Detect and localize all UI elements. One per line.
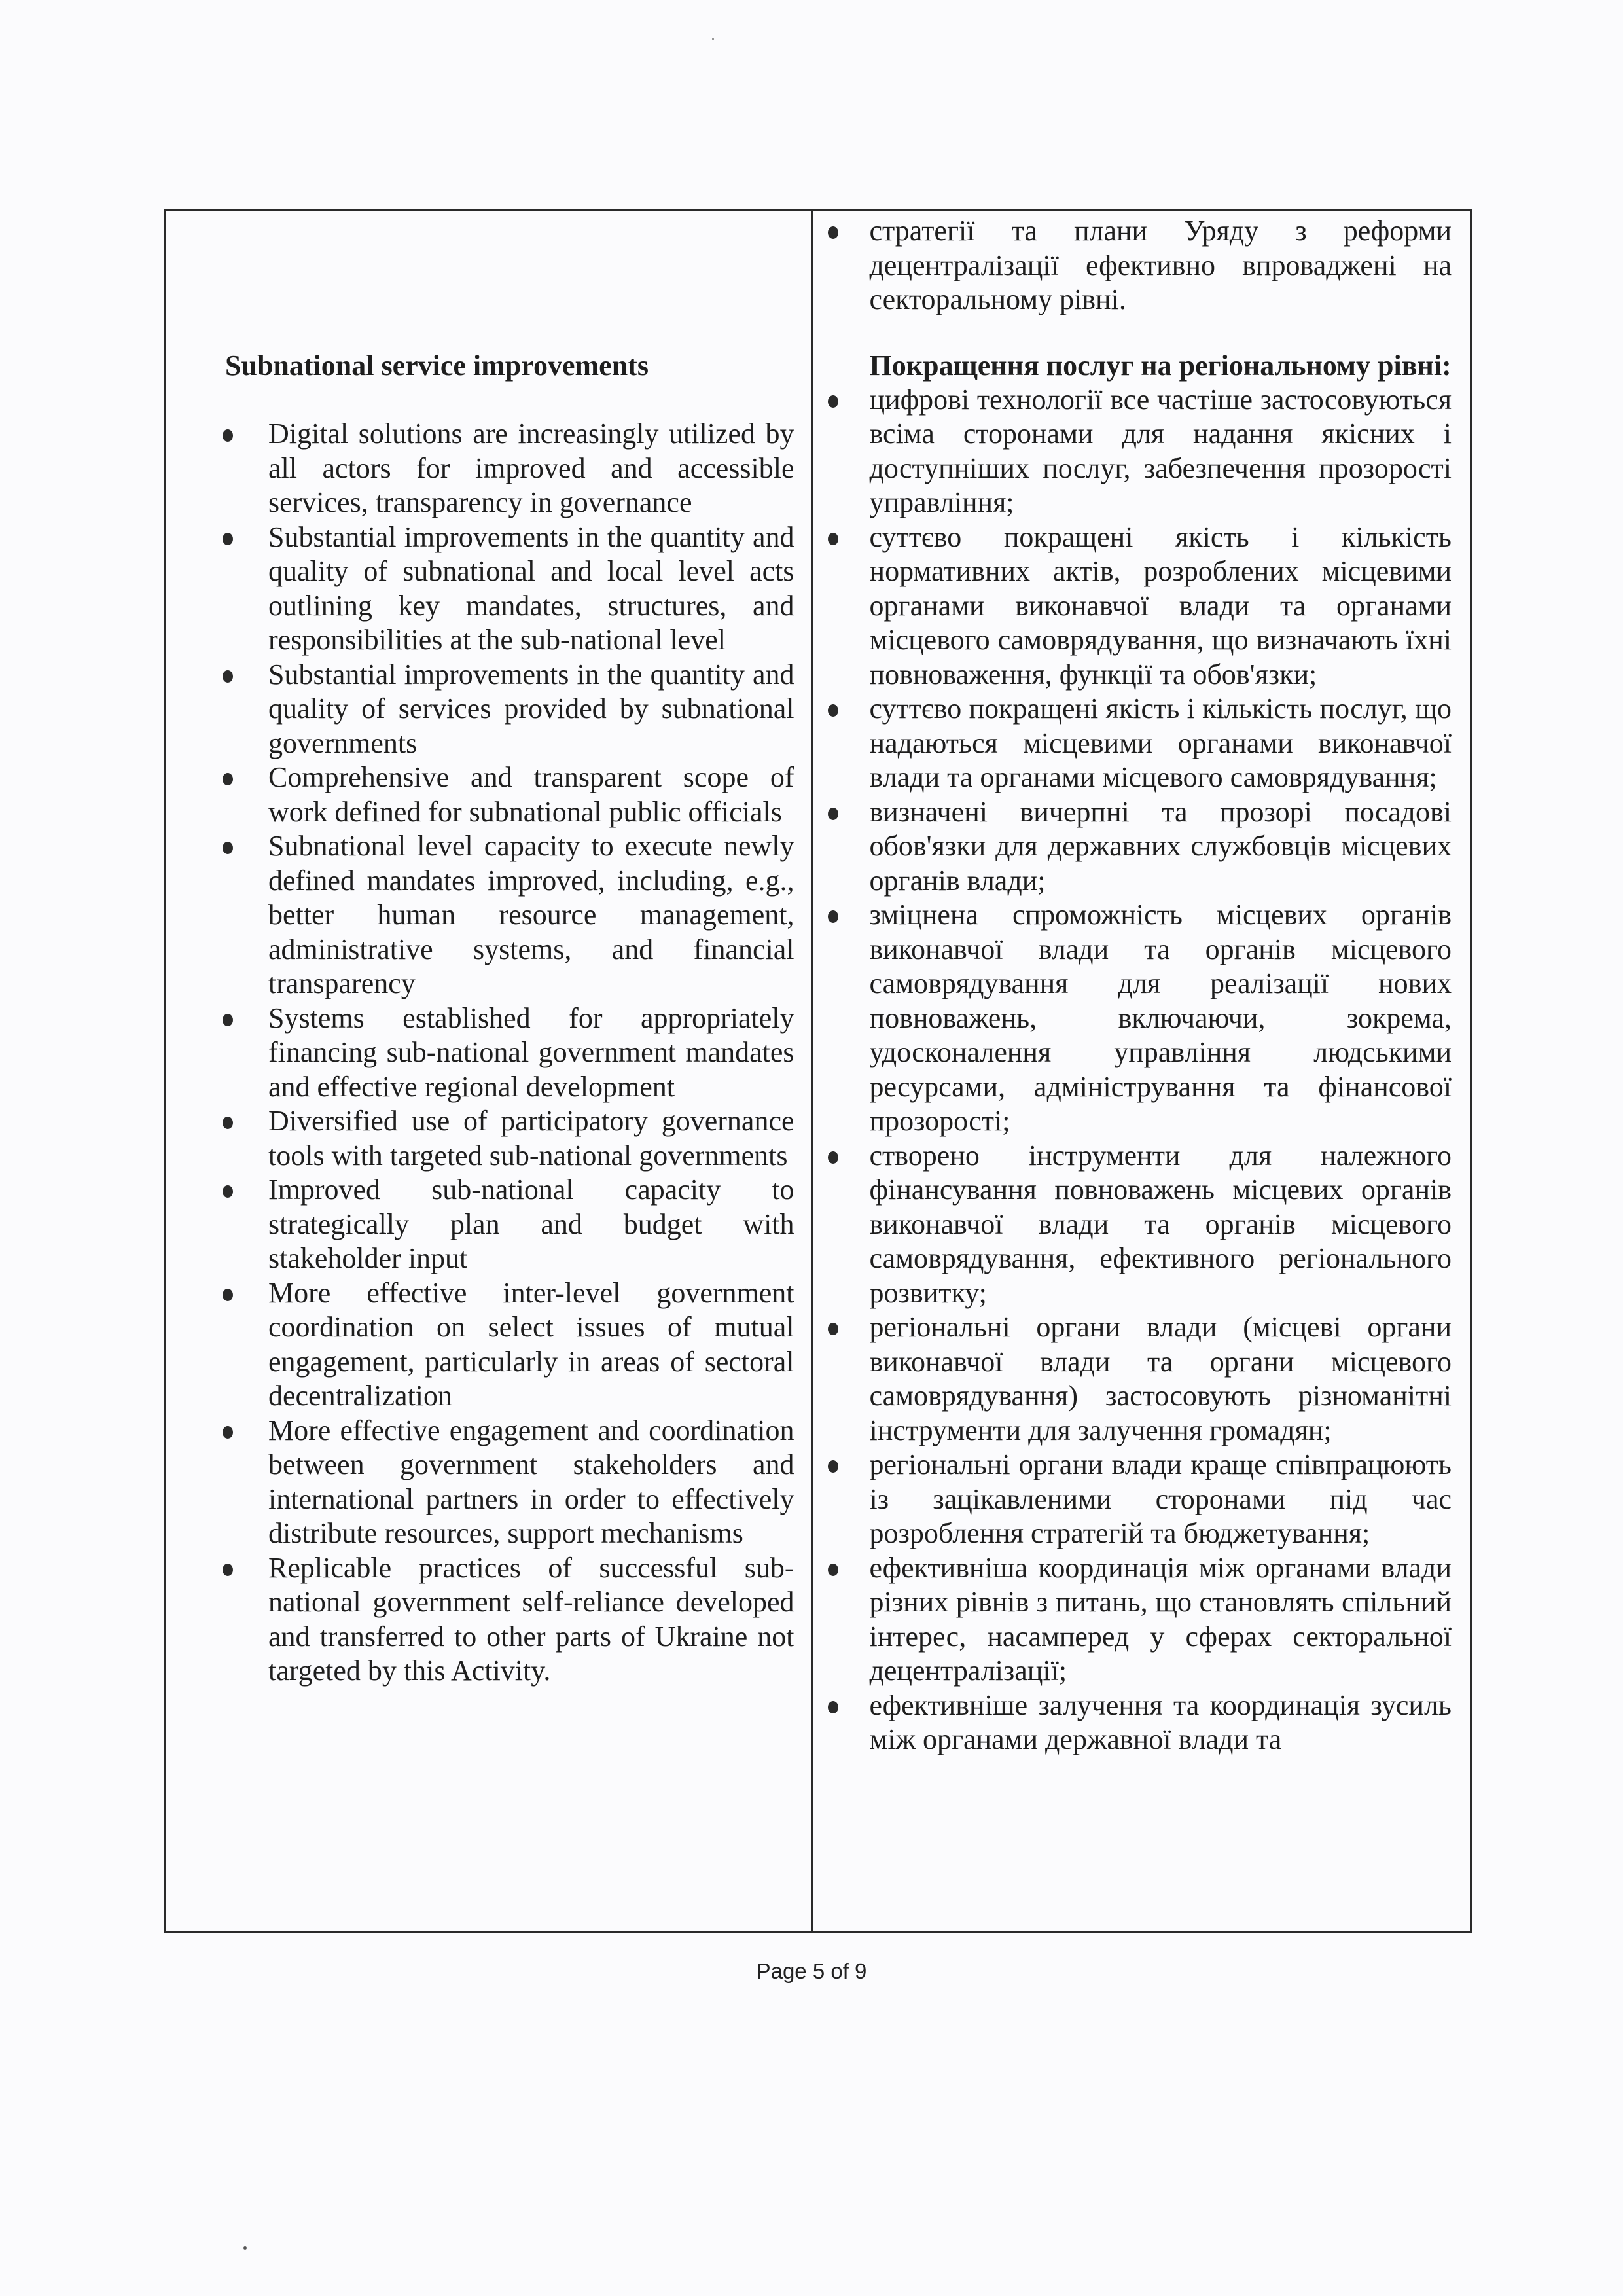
scan-speck	[712, 38, 714, 40]
list-item: стратегії та плани Уряду з реформи децентралізації ефективно впроваджені на секторальному рівні.	[828, 214, 1452, 317]
list-item: суттєво покращені якість і кількість послуг, що надаються місцевими органами виконавчої влади та органами місцевого самоврядування;	[828, 692, 1452, 795]
list-item: регіональні органи влади (місцеві органи виконавчої влади та органи місцевого самоврядування) застосовують різноманітні інструменти для залучення громадян;	[828, 1310, 1452, 1448]
list-item: More effective engagement and coordination between government stakeholders and international partners in order to effectively distribute resources, support mechanisms	[223, 1414, 794, 1551]
list-item: Digital solutions are increasingly utilized by all actors for improved and accessible services, transparency in governance	[223, 417, 794, 520]
list-item: Improved sub-national capacity to strategically plan and budget with stakeholder input	[223, 1173, 794, 1276]
list-item: Replicable practices of successful sub-national government self-reliance developed and transferred to other parts of Ukraine not targeted by this Activity.	[223, 1551, 794, 1689]
bullet-icon	[223, 1564, 233, 1576]
list-item: Comprehensive and transparent scope of work defined for subnational public officials	[223, 761, 794, 829]
bullet-icon	[223, 533, 233, 545]
list-item: ефективніше залучення та координація зусиль між органами державної влади та	[828, 1689, 1452, 1757]
carryover-list-uk	[870, 214, 1452, 317]
list-item: Diversified use of participatory governance tools with targeted sub-national governments	[223, 1104, 794, 1173]
bullet-icon	[223, 1289, 233, 1301]
outcomes-list-uk	[870, 383, 1452, 1757]
scan-speck	[243, 2246, 247, 2250]
bullet-icon	[828, 808, 838, 820]
bullet-icon	[828, 1564, 838, 1576]
page-number: Page 5 of 9	[756, 1959, 867, 1983]
list-item: регіональні органи влади краще співпрацюють із зацікавленими сторонами під час розроблення стратегій та бюджетування;	[828, 1448, 1452, 1551]
bullet-icon	[223, 1185, 233, 1198]
list-item: Substantial improvements in the quantity and quality of services provided by subnational governments	[223, 658, 794, 761]
bullet-icon	[223, 1117, 233, 1129]
bullet-icon	[828, 395, 838, 408]
list-item: ефективніша координація між органами влади різних рівнів з питань, що становлять спільний інтерес, насамперед у сферах секторальної децентралізації;	[828, 1551, 1452, 1689]
list-item: Subnational level capacity to execute newly defined mandates improved, including, e.g., better human resource management, administrative systems, and financial transparency	[223, 829, 794, 1001]
list-item: визначені вичерпні та прозорі посадові обов'язки для державних службовців місцевих органів влади;	[828, 795, 1452, 899]
list-item: цифрові технології все частіше застосовуються всіма сторонами для надання якісних і доступніших послуг, забезпечення прозорості управління;	[828, 383, 1452, 520]
list-item: Systems established for appropriately financing sub-national government mandates and effective regional development	[223, 1001, 794, 1105]
bullet-icon	[828, 226, 838, 239]
bullet-icon	[223, 1426, 233, 1439]
bullet-icon	[828, 910, 838, 923]
list-item: More effective inter-level government coordination on select issues of mutual engagement, particularly in areas of sectoral decentralization	[223, 1276, 794, 1414]
outcomes-list-en	[225, 417, 794, 1689]
section-heading-uk: Покращення послуг на регіональному рівні:	[869, 349, 1452, 382]
spacer	[870, 317, 1452, 349]
bullet-icon	[828, 1701, 838, 1713]
bullet-icon	[828, 1460, 838, 1473]
list-item: Substantial improvements in the quantity and quality of subnational and local level acts outlining key mandates, structures, and responsibilities at the sub-national level	[223, 520, 794, 658]
english-column	[166, 211, 813, 1931]
list-item: зміцнена спроможність місцевих органів виконавчої влади та органів місцевого самоврядування для реалізації нових повноважень, включаючи, зокрема, удосконалення управління людськими ресурсами, адміністрування та фінансової прозорості;	[828, 898, 1452, 1139]
bullet-icon	[223, 1014, 233, 1026]
bullet-icon	[223, 429, 233, 442]
bullet-icon	[223, 842, 233, 854]
bullet-icon	[223, 670, 233, 683]
bullet-icon	[828, 533, 838, 545]
bullet-icon	[223, 773, 233, 785]
section-heading-en: Subnational service improvements	[225, 350, 649, 382]
bilingual-table	[164, 209, 1472, 1933]
list-item: суттєво покращені якість і кількість нормативних актів, розроблених місцевими органами виконавчої влади та органами місцевого самоврядування, що визначають їхні повноваження, функції та обов'язки;	[828, 520, 1452, 692]
ukrainian-column	[813, 211, 1470, 1931]
bullet-icon	[828, 1323, 838, 1335]
bullet-icon	[828, 704, 838, 717]
bullet-icon	[828, 1151, 838, 1164]
list-item: створено інструменти для належного фінансування повноважень місцевих органів виконавчої влади та органів місцевого самоврядування, ефективного регіонального розвитку;	[828, 1139, 1452, 1311]
